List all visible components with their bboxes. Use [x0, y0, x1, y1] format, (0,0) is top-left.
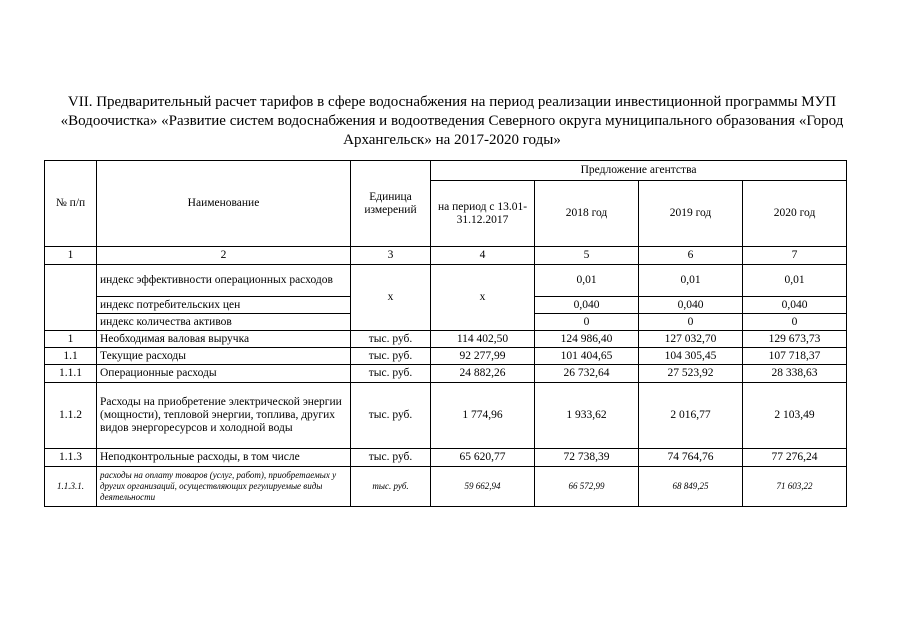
row-period: 114 402,50: [431, 331, 535, 348]
row-name: Текущие расходы: [97, 348, 351, 365]
row-2020: 2 103,49: [743, 383, 847, 449]
column-number: 4: [431, 247, 535, 265]
table-row: [45, 265, 847, 297]
row-2019: 27 523,92: [639, 365, 743, 383]
row-unit: тыс. руб.: [351, 449, 431, 467]
row-num: 1.1: [45, 348, 97, 365]
row-num: 1: [45, 331, 97, 348]
row-2018: 0: [535, 314, 639, 331]
row-2018: 0,01: [535, 265, 639, 297]
row-unit: х: [351, 265, 431, 331]
row-num: 1.1.1: [45, 365, 97, 383]
header-num: № п/п: [45, 161, 97, 247]
row-name: индекс количества активов: [97, 314, 351, 331]
row-unit: тыс. руб.: [351, 348, 431, 365]
table-row: [45, 331, 847, 348]
row-name: Операционные расходы: [97, 365, 351, 383]
row-num: 1.1.3.1.: [45, 467, 97, 507]
row-2019: 2 016,77: [639, 383, 743, 449]
row-num: 1.1.2: [45, 383, 97, 449]
row-2020: 0,01: [743, 265, 847, 297]
row-2020: 107 718,37: [743, 348, 847, 365]
tariff-table: [44, 160, 847, 507]
row-unit: тыс. руб.: [351, 467, 431, 507]
column-numbers-row: [45, 247, 847, 265]
header-2020: 2020 год: [743, 181, 847, 247]
row-2019: 104 305,45: [639, 348, 743, 365]
row-2020: 28 338,63: [743, 365, 847, 383]
row-num: 1.1.3: [45, 449, 97, 467]
table-row: [45, 449, 847, 467]
row-2020: 129 673,73: [743, 331, 847, 348]
row-2018: 1 933,62: [535, 383, 639, 449]
row-2018: 66 572,99: [535, 467, 639, 507]
row-2018: 0,040: [535, 297, 639, 314]
column-number: 2: [97, 247, 351, 265]
row-2020: 71 603,22: [743, 467, 847, 507]
row-name: индекс потребительских цен: [97, 297, 351, 314]
row-period: 92 277,99: [431, 348, 535, 365]
row-name: Неподконтрольные расходы, в том числе: [97, 449, 351, 467]
row-2018: 26 732,64: [535, 365, 639, 383]
table-row: [45, 348, 847, 365]
table-row: [45, 365, 847, 383]
row-period: 1 774,96: [431, 383, 535, 449]
row-unit: тыс. руб.: [351, 365, 431, 383]
row-num: [45, 265, 97, 331]
row-period: 24 882,26: [431, 365, 535, 383]
row-2019: 127 032,70: [639, 331, 743, 348]
row-name: Необходимая валовая выручка: [97, 331, 351, 348]
row-2019: 74 764,76: [639, 449, 743, 467]
row-2018: 101 404,65: [535, 348, 639, 365]
table-row: [45, 383, 847, 449]
column-number: 7: [743, 247, 847, 265]
row-name: индекс эффективности операционных расходов: [97, 265, 351, 297]
row-2019: 68 849,25: [639, 467, 743, 507]
row-2018: 72 738,39: [535, 449, 639, 467]
row-unit: тыс. руб.: [351, 383, 431, 449]
document-title: VII. Предварительный расчет тарифов в сфере водоснабжения на период реализации инвестиционной программы МУП «Водоочистка» «Развитие систем водоснабжения и водоотведения Северного округа муниципального образования «Город Архангельск» на 2017-2020 годы»: [60, 94, 844, 148]
row-period: х: [431, 265, 535, 331]
header-row: [45, 161, 847, 181]
row-unit: тыс. руб.: [351, 331, 431, 348]
row-name: расходы на оплату товаров (услуг, работ), приобретаемых у других организаций, осуществляющих регулируемые виды деятельности: [97, 467, 351, 507]
header-2019: 2019 год: [639, 181, 743, 247]
row-name: Расходы на приобретение электрической энергии (мощности), тепловой энергии, топлива, других видов энергоресурсов и холодной воды: [97, 383, 351, 449]
column-number: 5: [535, 247, 639, 265]
row-2020: 77 276,24: [743, 449, 847, 467]
header-agency: Предложение агентства: [431, 161, 847, 181]
row-period: 65 620,77: [431, 449, 535, 467]
header-unit: Единица измерений: [351, 161, 431, 247]
column-number: 3: [351, 247, 431, 265]
row-2019: 0,01: [639, 265, 743, 297]
row-period: 59 662,94: [431, 467, 535, 507]
header-period: на период с 13.01-31.12.2017: [431, 181, 535, 247]
row-2019: 0,040: [639, 297, 743, 314]
row-2019: 0: [639, 314, 743, 331]
header-2018: 2018 год: [535, 181, 639, 247]
table-row: [45, 467, 847, 507]
row-2018: 124 986,40: [535, 331, 639, 348]
row-2020: 0: [743, 314, 847, 331]
row-2020: 0,040: [743, 297, 847, 314]
column-number: 1: [45, 247, 97, 265]
column-number: 6: [639, 247, 743, 265]
header-name: Наименование: [97, 161, 351, 247]
